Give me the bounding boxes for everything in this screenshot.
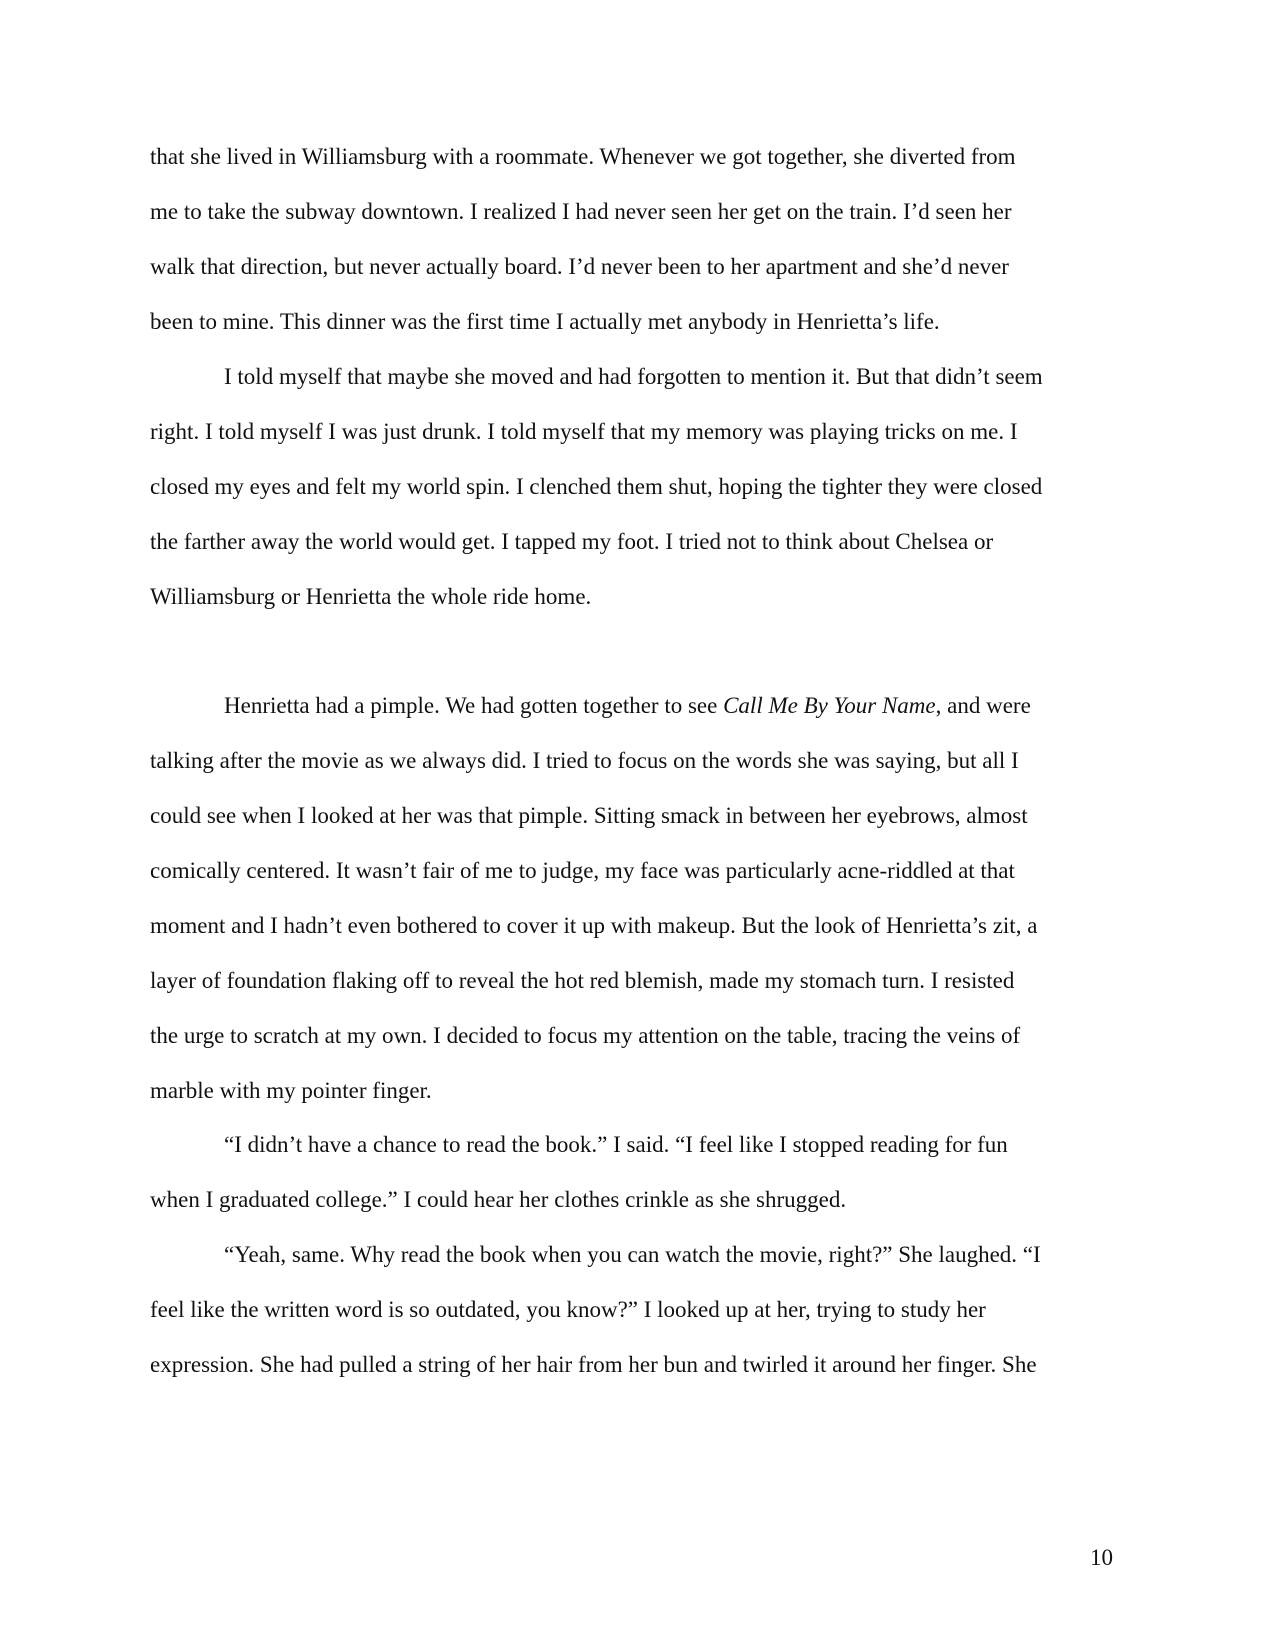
text-line: Williamsburg or Henrietta the whole ride home. bbox=[150, 584, 592, 609]
text-line: I told myself that maybe she moved and had forgotten to mention it. But that didn’t seem bbox=[224, 364, 1043, 389]
text-line: expression. She had pulled a string of her hair from her bun and twirled it around her finger. She bbox=[150, 1352, 1037, 1377]
text-line: talking after the movie as we always did. I tried to focus on the words she was saying, but all I bbox=[150, 748, 1019, 773]
text-line: the urge to scratch at my own. I decided to focus my attention on the table, tracing the veins of bbox=[150, 1023, 1021, 1048]
text-line: moment and I hadn’t even bothered to cover it up with makeup. But the look of Henrietta’s zit, a bbox=[150, 913, 1038, 938]
text-line: closed my eyes and felt my world spin. I clenched them shut, hoping the tighter they were closed bbox=[150, 474, 1043, 499]
text-line: when I graduated college.” I could hear her clothes crinkle as she shrugged. bbox=[150, 1187, 847, 1212]
text-line: feel like the written word is so outdated, you know?” I looked up at her, trying to study her bbox=[150, 1297, 986, 1322]
text-line: could see when I looked at her was that pimple. Sitting smack in between her eyebrows, almost bbox=[150, 803, 1028, 828]
text-line: walk that direction, but never actually board. I’d never been to her apartment and she’d never bbox=[150, 254, 1009, 279]
text-line: that she lived in Williamsburg with a roommate. Whenever we got together, she diverted from bbox=[150, 144, 1016, 169]
movie-title: Call Me By Your Name bbox=[723, 693, 936, 718]
text-line: me to take the subway downtown. I realized I had never seen her get on the train. I’d seen her bbox=[150, 199, 1012, 224]
text-line: layer of foundation flaking off to reveal the hot red blemish, made my stomach turn. I resisted bbox=[150, 968, 1015, 993]
page-number: 10 bbox=[1090, 1545, 1113, 1570]
text-line: been to mine. This dinner was the first time I actually met anybody in Henrietta’s life. bbox=[150, 309, 940, 334]
text-line: marble with my pointer finger. bbox=[150, 1078, 432, 1103]
text-line: the farther away the world would get. I tapped my foot. I tried not to think about Chelsea or bbox=[150, 529, 994, 554]
text-segment: , and were bbox=[935, 693, 1031, 718]
text-line: comically centered. It wasn’t fair of me to judge, my face was particularly acne-riddled at that bbox=[150, 858, 1015, 883]
text-line: right. I told myself I was just drunk. I told myself that my memory was playing tricks on me. I bbox=[150, 419, 1018, 444]
text-line: “Yeah, same. Why read the book when you can watch the movie, right?” She laughed. “I bbox=[224, 1242, 1041, 1267]
text-line: “I didn’t have a chance to read the book.” I said. “I feel like I stopped reading for fun bbox=[224, 1132, 1008, 1157]
text-segment: Henrietta had a pimple. We had gotten together to see bbox=[224, 693, 724, 718]
text-line bbox=[224, 691, 1031, 721]
